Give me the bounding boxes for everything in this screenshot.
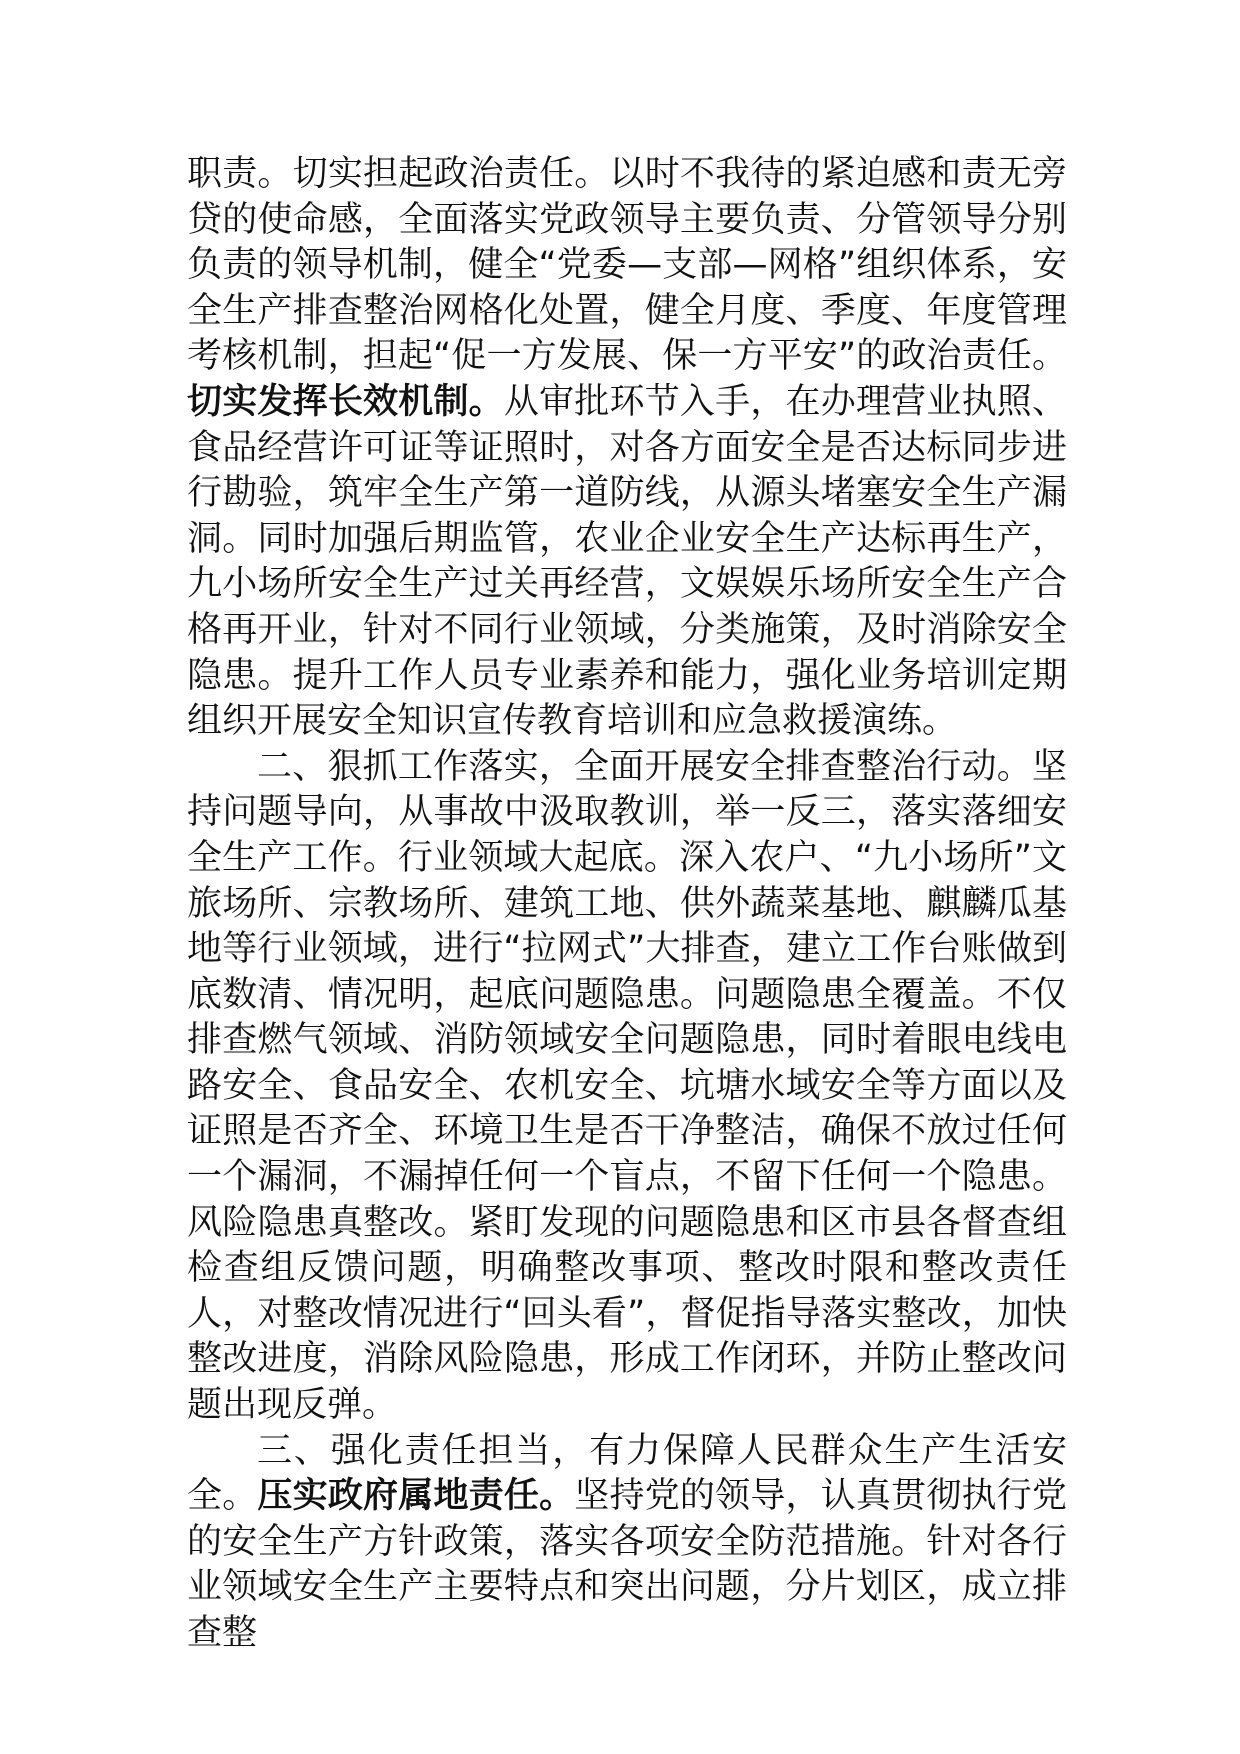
paragraph-3-text: 坚持党的领导，认真贯彻执行党的安全生产方针政策，落实各项安全防范措施。针对各行业领域安全生产主要特点和突出问题，分片划区，成立排查整 <box>187 1476 1067 1653</box>
paragraph-1-bold-heading: 切实发挥长效机制。 <box>187 381 504 422</box>
paragraph-3 <box>187 1429 1067 1657</box>
paragraph-1-text-b: 从审批环节入手，在办理营业执照、食品经营许可证等证照时，对各方面安全是否达标同步进行勘验，筑牢全生产第一道防线，从源头堵塞安全生产漏洞。同时加强后期监管，农业企业安全生产达标再生产，九小场所安全生产过关再经营，文娱娱乐场所安全生产合格再开业，针对不同行业领域，分类施策，及时消除安全隐患。提升工作人员专业素养和能力，强化业务培训定期组织开展安全知识宣传教育培训和应急救援演练。 <box>187 381 1067 742</box>
paragraph-3-heading: 三、强化责任担当，有力保障人民群众生产生活安全。 <box>187 1430 1067 1517</box>
document-body <box>187 152 1067 1657</box>
paragraph-1-text-a: 职责。切实担起政治责任。以时不我待的紧迫感和责无旁贷的使命感，全面落实党政领导主要负责、分管领导分别负责的领导机制，健全“党委—支部—网格”组织体系，安全生产排查整治网格化处置，健全月度、季度、年度管理考核机制，担起“促一方发展、保一方平安”的政治责任。 <box>187 154 1067 377</box>
paragraph-2 <box>187 745 1067 1429</box>
paragraph-3-bold-heading: 压实政府属地责任。 <box>257 1476 575 1517</box>
paragraph-2-text: 二、狠抓工作落实，全面开展安全排查整治行动。坚持问题导向，从事故中汲取教训，举一反三，落实落细安全生产工作。行业领域大起底。深入农户、“九小场所”文旅场所、宗教场所、建筑工地、供外蔬菜基地、麒麟瓜基地等行业领域，进行“拉网式”大排查，建立工作台账做到底数清、情况明，起底问题隐患。问题隐患全覆盖。不仅排查燃气领域、消防领域安全问题隐患，同时着眼电线电路安全、食品安全、农机安全、坑塘水域安全等方面以及证照是否齐全、环境卫生是否干净整洁，确保不放过任何一个漏洞，不漏掉任何一个盲点，不留下任何一个隐患。风险隐患真整改。紧盯发现的问题隐患和区市县各督查组检查组反馈问题，明确整改事项、整改时限和整改责任人，对整改情况进行“回头看”，督促指导落实整改，加快整改进度，消除风险隐患，形成工作闭环，并防止整改问题出现反弹。 <box>187 746 1067 1426</box>
paragraph-1 <box>187 152 1067 745</box>
